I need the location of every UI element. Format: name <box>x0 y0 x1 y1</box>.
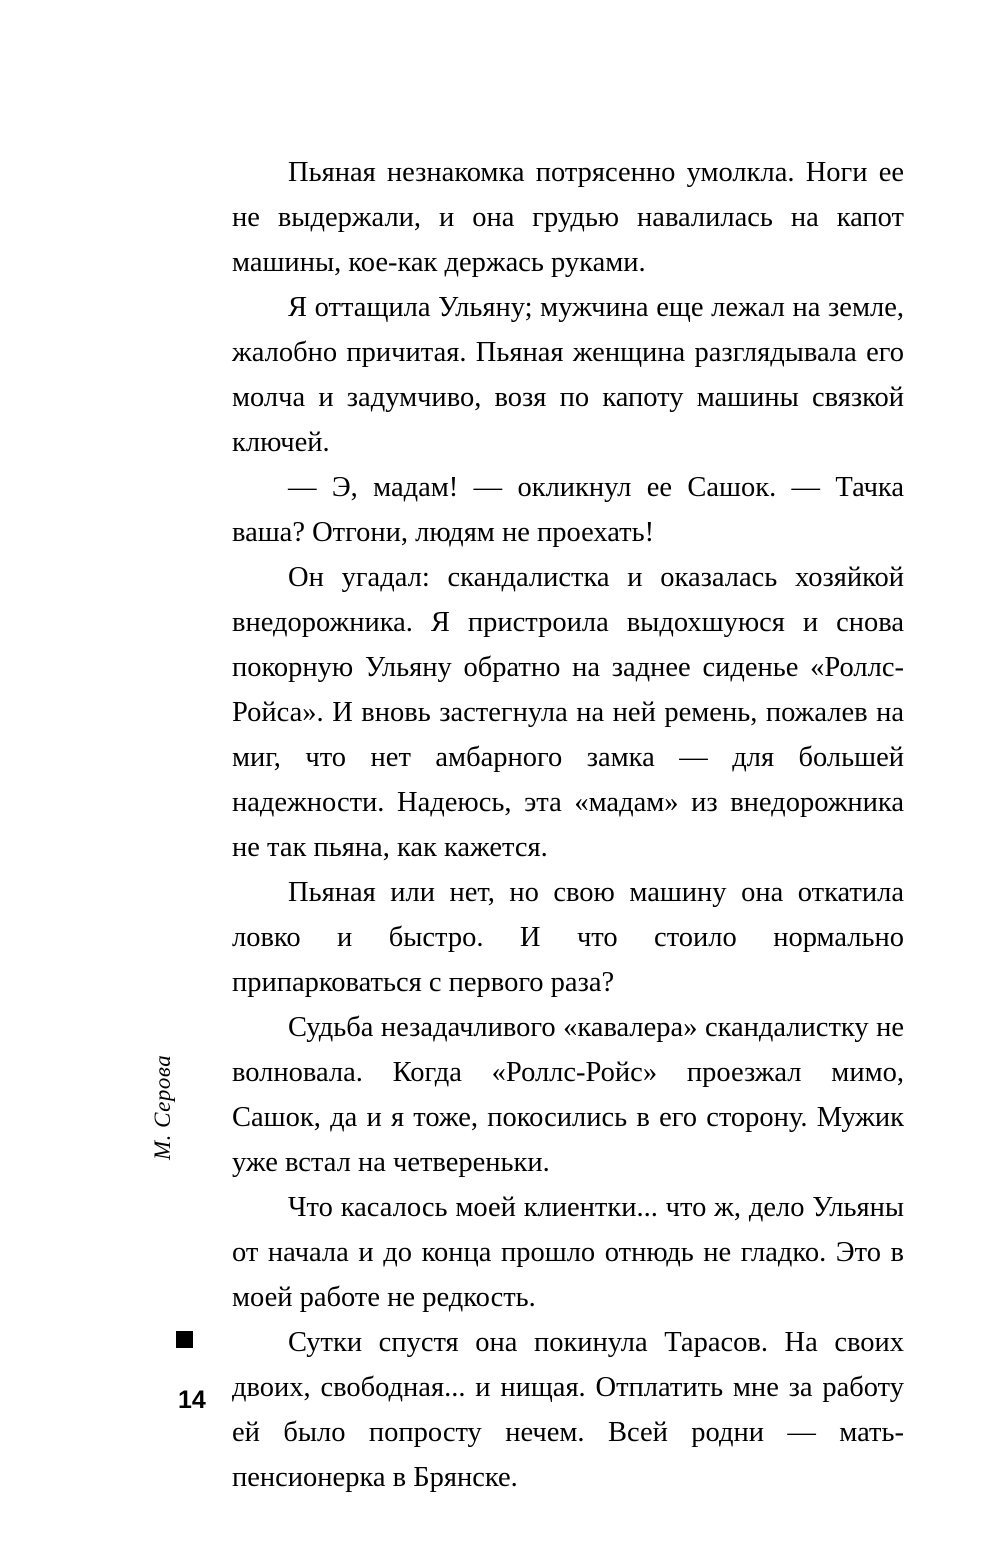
paragraph: Я оттащила Ульяну; мужчина еще лежал на земле, жалобно причитая. Пьяная женщина разглядывала его молча и задумчиво, возя по капоту машины связкой ключей. <box>232 292 904 458</box>
paragraph: Судьба незадачливого «кавалера» скандалистку не волновала. Когда «Роллс-Ройс» проезжал мимо, Сашок, да и я тоже, покосились в его сторону. Мужик уже встал на четвереньки. <box>232 1012 904 1178</box>
paragraph: Пьяная незнакомка потрясенно умолкла. Ноги ее не выдержали, и она грудью навалилась на капот машины, кое-как держась руками. <box>232 157 904 278</box>
paragraph: Сутки спустя она покинула Тарасов. На своих двоих, свободная... и нищая. Отплатить мне за работу ей было попросту нечем. Всей родни — мать-пенсионерка в Брянске. <box>232 1327 904 1493</box>
body-text <box>232 150 904 1500</box>
paragraph: Пьяная или нет, но свою машину она откатила ловко и быстро. И что стоило нормально припарковаться с первого раза? <box>232 877 904 998</box>
paragraph: — Э, мадам! — окликнул ее Сашок. — Тачка ваша? Отгони, людям не проехать! <box>232 472 904 548</box>
page-number: 14 <box>178 1386 206 1414</box>
paragraph: Что касалось моей клиентки... что ж, дело Ульяны от начала и до конца прошло отнюдь не гладко. Это в моей работе не редкость. <box>232 1192 904 1313</box>
running-head: М. Серова <box>150 1054 175 1160</box>
paragraph: Он угадал: скандалистка и оказалась хозяйкой внедорожника. Я пристроила выдохшуюся и снова покорную Ульяну обратно на заднее сиденье «Роллс-Ройса». И вновь застегнула на ней ремень, пожалев на миг, что нет амбарного замка — для большей надежности. Надеюсь, эта «мадам» из внедорожника не так пьяна, как кажется. <box>232 562 904 863</box>
square-bullet-icon <box>176 1331 193 1348</box>
